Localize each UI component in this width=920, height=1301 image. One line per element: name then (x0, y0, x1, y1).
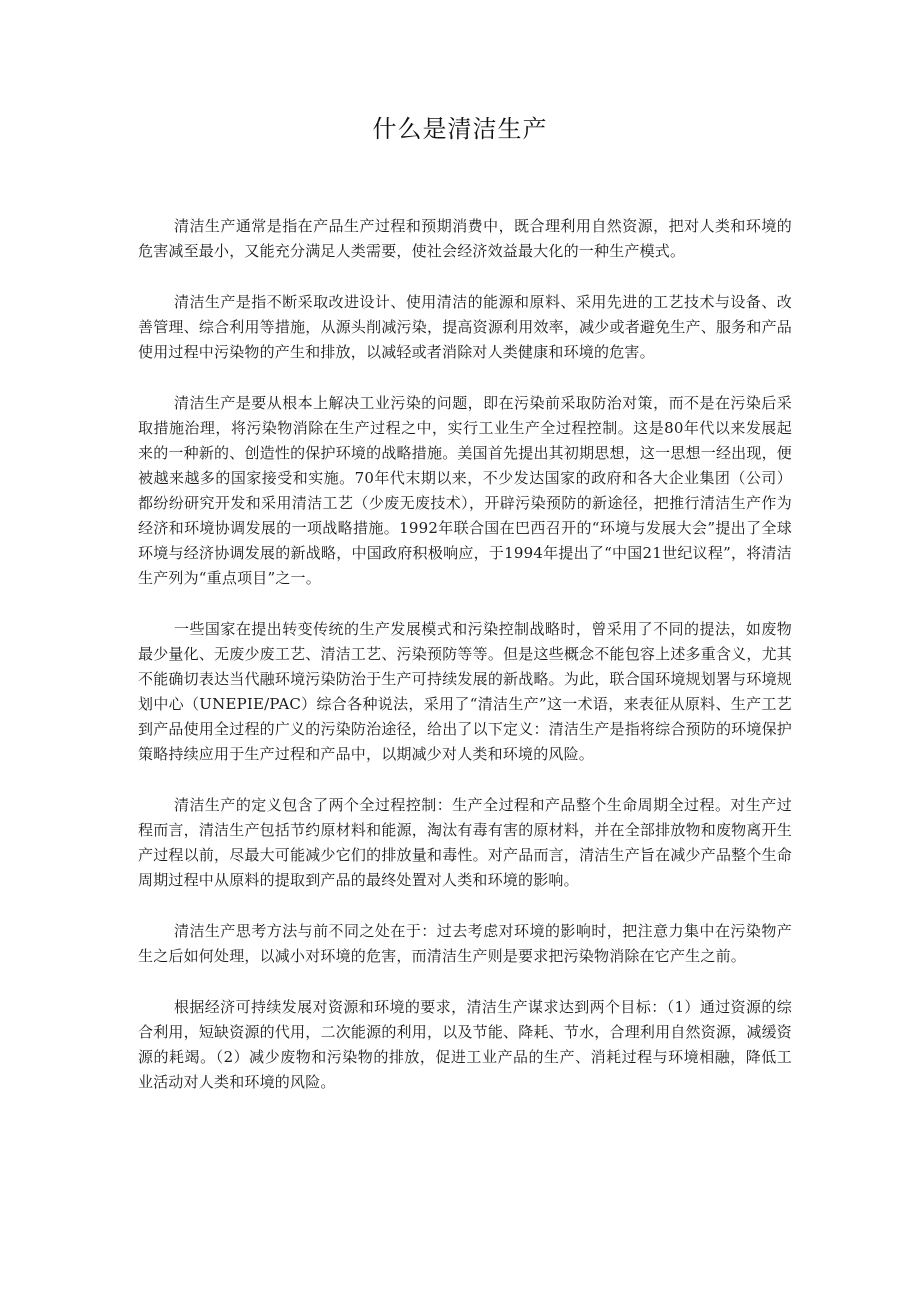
paragraph-3: 清洁生产是要从根本上解决工业污染的问题，即在污染前采取防治对策，而不是在污染后采取措施治理，将污染物消除在生产过程之中，实行工业生产全过程控制。这是80年代以来发展起来的一种新的、创造性的保护环境的战略措施。美国首先提出其初期思想，这一思想一经出现，便被越来越多的国家接受和实施。70年代末期以来，不少发达国家的政府和各大企业集团（公司）都纷纷研究开发和采用清洁工艺（少废无废技术），开辟污染预防的新途径，把推行清洁生产作为经济和环境协调发展的一项战略措施。1992年联合国在巴西召开的“环境与发展大会”提出了全球环境与经济协调发展的新战略，中国政府积极响应，于1994年提出了“中国21世纪议程”，将清洁生产列为“重点项目”之一。 (138, 394, 792, 587)
paragraph-6: 清洁生产思考方法与前不同之处在于：过去考虑对环境的影响时，把注意力集中在污染物产生之后如何处理，以减小对环境的危害，而清洁生产则是要求把污染物消除在它产生之前。 (138, 922, 792, 965)
paragraph-7: 根据经济可持续发展对资源和环境的要求，清洁生产谋求达到两个目标：（1）通过资源的综合利用，短缺资源的代用，二次能源的利用，以及节能、降耗、节水，合理利用自然资源，减缓资源的耗竭。（2）减少废物和污染物的排放，促进工业产品的生产、消耗过程与环境相融，降低工业活动对人类和环境的风险。 (138, 998, 792, 1091)
page-title: 什么是清洁生产 (372, 115, 548, 143)
paragraph-5: 清洁生产的定义包含了两个全过程控制：生产全过程和产品整个生命周期全过程。对生产过程而言，清洁生产包括节约原材料和能源，淘汰有毒有害的原材料，并在全部排放物和废物离开生产过程以前，尽最大可能减少它们的排放量和毒性。对产品而言，清洁生产旨在减少产品整个生命周期过程中从原料的提取到产品的最终处置对人类和环境的影响。 (138, 796, 792, 889)
paragraph-2: 清洁生产是指不断采取改进设计、使用清洁的能源和原料、采用先进的工艺技术与设备、改善管理、综合利用等措施，从源头削减污染，提高资源利用效率，减少或者避免生产、服务和产品使用过程中污染物的产生和排放，以减轻或者消除对人类健康和环境的危害。 (138, 293, 792, 361)
document-body (138, 214, 792, 1121)
paragraph-1: 清洁生产通常是指在产品生产过程和预期消费中，既合理利用自然资源，把对人类和环境的危害减至最小，又能充分满足人类需要，使社会经济效益最大化的一种生产模式。 (138, 217, 792, 260)
paragraph-4: 一些国家在提出转变传统的生产发展模式和污染控制战略时，曾采用了不同的提法，如废物最少量化、无废少废工艺、清洁工艺、污染预防等等。但是这些概念不能包容上述多重含义，尤其不能确切表达当代融环境污染防治于生产可持续发展的新战略。为此，联合国环境规划署与环境规划中心（UNEPIE/PAC）综合各种说法，采用了“清洁生产”这一术语，来表征从原料、生产工艺到产品使用全过程的广义的污染防治途径，给出了以下定义：清洁生产是指将综合预防的环境保护策略持续应用于生产过程和产品中，以期减少对人类和环境的风险。 (138, 620, 792, 763)
